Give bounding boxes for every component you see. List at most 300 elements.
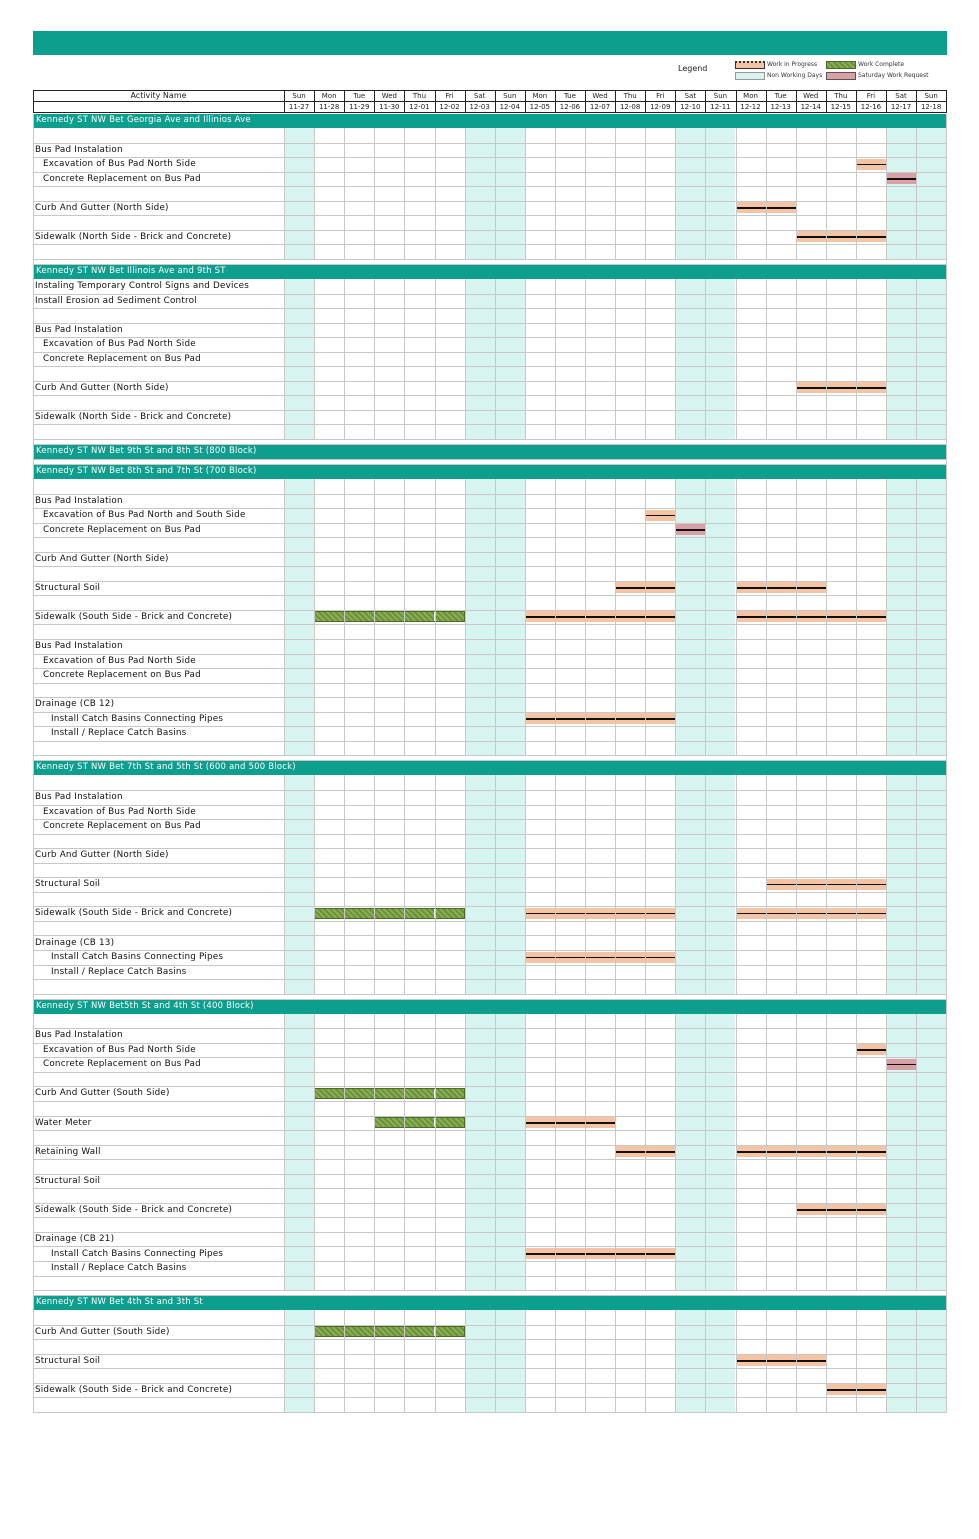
grid-col-line xyxy=(675,1014,676,1290)
day-of-week: Sat xyxy=(473,92,486,100)
grid-col-line xyxy=(435,1310,436,1412)
header-col-divider xyxy=(766,90,767,113)
grid-col-line xyxy=(826,279,827,439)
grid-col-line xyxy=(284,1310,285,1412)
activity-label: Structural Soil xyxy=(35,1355,101,1366)
activity-label: Bus Pad Instalation xyxy=(35,324,123,335)
gap-line xyxy=(33,259,947,260)
weekend-shade xyxy=(675,775,705,993)
legend-saturday-label: Saturday Work Request xyxy=(858,72,929,79)
section-title: Kennedy ST NW Bet5th St and 4th St (400 Block) xyxy=(36,1000,254,1011)
day-of-week: Tue xyxy=(353,92,366,100)
day-of-week: Wed xyxy=(381,92,397,100)
row-divider xyxy=(33,395,947,396)
header-col-divider xyxy=(796,90,797,113)
day-date: 12-09 xyxy=(650,103,671,111)
row-divider xyxy=(33,1101,947,1102)
row-divider xyxy=(33,1130,947,1131)
grid-col-line xyxy=(916,775,917,993)
grid-col-line xyxy=(585,1310,586,1412)
gap-line xyxy=(33,755,947,756)
grid-col-line xyxy=(495,1014,496,1290)
grid-col-line xyxy=(374,1014,375,1290)
section-header xyxy=(33,1000,947,1014)
weekend-shade xyxy=(916,479,946,755)
section-title: Kennedy ST NW Bet 7th St and 5th St (600 and 500 Block) xyxy=(36,762,296,773)
day-date: 12-12 xyxy=(740,103,761,111)
row-divider xyxy=(33,979,947,980)
header-col-divider xyxy=(495,90,496,113)
grid-col-line xyxy=(916,1014,917,1290)
grid-col-line xyxy=(645,479,646,755)
grid-col-line xyxy=(856,1310,857,1412)
grid-col-line xyxy=(555,1310,556,1412)
grid-col-line xyxy=(284,279,285,439)
header-col-divider xyxy=(736,90,737,113)
grid-col-line xyxy=(796,775,797,993)
day-of-week: Fri xyxy=(656,92,665,100)
grid-col-line xyxy=(856,279,857,439)
grid-col-line xyxy=(495,1310,496,1412)
grid-col-line xyxy=(284,479,285,755)
section-title: Kennedy ST NW Bet Illinois Ave and 9th ST xyxy=(36,265,226,276)
grid-col-line xyxy=(525,775,526,993)
row-divider xyxy=(33,848,947,849)
grid-col-line xyxy=(404,128,405,259)
activity-label: Excavation of Bus Pad North Side xyxy=(43,1044,196,1055)
grid-col-line xyxy=(525,279,526,439)
day-date: 11-27 xyxy=(288,103,310,111)
grid-col-line xyxy=(465,279,466,439)
day-of-week: Sun xyxy=(713,92,728,100)
grid-col-line xyxy=(675,775,676,993)
grid-col-line xyxy=(555,279,556,439)
weekend-shade xyxy=(916,279,946,439)
header-col-divider xyxy=(465,90,466,113)
row-divider xyxy=(33,639,947,640)
activity-label: Concrete Replacement on Bus Pad xyxy=(43,821,201,832)
grid-col-line xyxy=(675,128,676,259)
activity-label: Bus Pad Instalation xyxy=(35,641,123,652)
grid-col-line xyxy=(585,128,586,259)
gantt-bar-done xyxy=(314,611,465,622)
header-col-divider xyxy=(886,90,887,113)
day-of-week: Sun xyxy=(924,92,938,100)
grid-col-line xyxy=(705,479,706,755)
grid-col-line xyxy=(435,128,436,259)
grid-col-line xyxy=(675,279,676,439)
header-col-divider xyxy=(645,90,646,113)
row-divider xyxy=(33,863,947,864)
grid-col-line xyxy=(615,1310,616,1412)
grid-col-line xyxy=(736,128,737,259)
section-title: Kennedy ST NW Bet 9th St and 8th St (800 Block) xyxy=(36,446,257,456)
weekend-shade xyxy=(916,128,946,259)
weekend-shade xyxy=(465,279,495,439)
activity-label: Concrete Replacement on Bus Pad xyxy=(43,1059,201,1070)
grid-col-line xyxy=(525,479,526,755)
gap-line xyxy=(33,994,947,995)
gantt-bar-done xyxy=(314,1326,465,1337)
grid-col-line xyxy=(465,128,466,259)
activity-label: Install / Replace Catch Basins xyxy=(51,728,187,739)
grid-col-line xyxy=(314,128,315,259)
grid-col-line xyxy=(374,479,375,755)
grid-col-line xyxy=(404,1310,405,1412)
grid-col-line xyxy=(344,1014,345,1290)
grid-col-line xyxy=(766,128,767,259)
day-date: 12-14 xyxy=(800,103,821,111)
grid-col-line xyxy=(465,1310,466,1412)
day-of-week: Sun xyxy=(503,92,517,100)
gantt-bar-rest xyxy=(886,173,916,184)
activity-label: Drainage (CB 21) xyxy=(35,1233,115,1244)
grid-col-line xyxy=(766,1310,767,1412)
weekend-shade xyxy=(705,128,735,259)
activity-label: Curb And Gutter (South Side) xyxy=(35,1326,170,1337)
row-divider xyxy=(33,186,947,187)
gantt-bar-wip xyxy=(736,611,887,622)
activity-label: Install Catch Basins Connecting Pipes xyxy=(51,1248,224,1259)
row-divider xyxy=(33,1028,947,1029)
header-col-divider xyxy=(284,90,285,113)
activity-label: Sidewalk (South Side - Brick and Concrete) xyxy=(35,611,233,622)
grid-col-line xyxy=(495,775,496,993)
row-divider xyxy=(33,1217,947,1218)
grid-col-line xyxy=(766,1014,767,1290)
legend-wip-label: Work in Progress xyxy=(767,61,818,68)
legend-title: Legend xyxy=(678,64,708,73)
section-title: Kennedy ST NW Bet 4th St and 3th St xyxy=(36,1297,203,1308)
header-col-divider xyxy=(585,90,586,113)
row-divider xyxy=(33,1232,947,1233)
row-divider xyxy=(33,595,947,596)
grid-col-line xyxy=(404,775,405,993)
grid-col-line xyxy=(736,279,737,439)
row-divider xyxy=(33,244,947,245)
gantt-bar-wip xyxy=(856,1044,886,1055)
weekend-shade xyxy=(465,128,495,259)
row-divider xyxy=(33,683,947,684)
grid-col-line xyxy=(705,775,706,993)
grid-col-line xyxy=(736,479,737,755)
grid-col-line xyxy=(826,1310,827,1412)
row-divider xyxy=(33,537,947,538)
row-divider xyxy=(33,143,947,144)
grid-col-line xyxy=(555,128,556,259)
header-col-divider xyxy=(344,90,345,113)
day-of-week: Fri xyxy=(445,92,454,100)
weekend-shade xyxy=(465,775,495,993)
row-divider xyxy=(33,508,947,509)
grid-col-line xyxy=(916,279,917,439)
grid-col-line xyxy=(404,279,405,439)
gantt-bar-wip xyxy=(736,1146,887,1157)
row-divider xyxy=(33,1188,947,1189)
activity-label: Curb And Gutter (North Side) xyxy=(35,202,169,213)
activity-label: Sidewalk (South Side - Brick and Concrete) xyxy=(35,1384,233,1395)
grid-col-line xyxy=(675,479,676,755)
day-date: 12-18 xyxy=(920,103,942,111)
grid-left-edge xyxy=(33,114,34,1412)
activity-label: Curb And Gutter (North Side) xyxy=(35,850,169,861)
weekend-shade xyxy=(495,479,525,755)
row-divider xyxy=(33,892,947,893)
header-col-divider xyxy=(856,90,857,113)
grid-col-line xyxy=(465,1014,466,1290)
day-date: 12-11 xyxy=(710,103,731,111)
gantt-bar-wip xyxy=(525,952,676,963)
day-of-week: Tue xyxy=(774,92,787,100)
legend-complete-label: Work Complete xyxy=(858,61,905,68)
grid-col-line xyxy=(705,128,706,259)
day-date: 12-02 xyxy=(439,103,460,111)
header-col-divider xyxy=(916,90,917,113)
grid-col-line xyxy=(404,479,405,755)
weekend-shade xyxy=(675,479,705,755)
section-header xyxy=(33,265,947,279)
grid-col-line xyxy=(796,479,797,755)
row-divider xyxy=(33,410,947,411)
day-of-week: Mon xyxy=(532,92,548,100)
grid-col-line xyxy=(284,1014,285,1290)
grid-col-line xyxy=(284,775,285,993)
day-date: 11-30 xyxy=(379,103,400,111)
activity-label: Install Erosion ad Sediment Control xyxy=(35,295,197,306)
grid-col-line xyxy=(736,1310,737,1412)
activity-label: Install Catch Basins Connecting Pipes xyxy=(51,952,224,963)
weekend-shade xyxy=(705,1014,735,1290)
activity-label: Sidewalk (South Side - Brick and Concrete) xyxy=(35,908,233,919)
row-divider xyxy=(33,1086,947,1087)
grid-col-line xyxy=(826,775,827,993)
gantt-bar-done xyxy=(314,1088,465,1099)
activity-label: Install Catch Basins Connecting Pipes xyxy=(51,713,224,724)
activity-label: Bus Pad Instalation xyxy=(35,495,123,506)
weekend-shade xyxy=(495,279,525,439)
activity-label: Excavation of Bus Pad North Side xyxy=(43,655,196,666)
day-of-week: Thu xyxy=(834,92,848,100)
row-divider xyxy=(33,1368,947,1369)
grid-col-line xyxy=(916,479,917,755)
row-divider xyxy=(33,1397,947,1398)
weekend-shade xyxy=(705,279,735,439)
grid-col-line xyxy=(796,128,797,259)
grid-col-line xyxy=(736,775,737,993)
day-of-week: Thu xyxy=(623,92,637,100)
row-divider xyxy=(33,790,947,791)
activity-label: Sidewalk (South Side - Brick and Concrete) xyxy=(35,1204,233,1215)
grid-col-line xyxy=(585,775,586,993)
grid-col-line xyxy=(675,1310,676,1412)
grid-col-line xyxy=(766,775,767,993)
weekend-shade xyxy=(916,775,946,993)
row-divider xyxy=(33,726,947,727)
grid-col-line xyxy=(314,279,315,439)
grid-col-line xyxy=(705,1310,706,1412)
header-col-divider xyxy=(374,90,375,113)
grid-col-line xyxy=(344,279,345,439)
row-divider xyxy=(33,566,947,567)
row-divider xyxy=(33,1246,947,1247)
header-col-divider xyxy=(615,90,616,113)
grid-col-line xyxy=(886,1014,887,1290)
activity-label: Curb And Gutter (North Side) xyxy=(35,382,169,393)
gantt-bar-wip xyxy=(525,908,676,919)
row-divider xyxy=(33,494,947,495)
grid-col-line xyxy=(495,479,496,755)
header-col-divider xyxy=(826,90,827,113)
day-of-week: Mon xyxy=(321,92,337,100)
gantt-bar-wip xyxy=(525,1248,676,1259)
activity-label: Concrete Replacement on Bus Pad xyxy=(43,173,201,184)
activity-label: Concrete Replacement on Bus Pad xyxy=(43,524,201,535)
grid-col-line xyxy=(525,1014,526,1290)
grid-col-line xyxy=(826,479,827,755)
day-of-week: Wed xyxy=(803,92,819,100)
grid-col-line xyxy=(374,1310,375,1412)
weekend-shade xyxy=(675,279,705,439)
row-divider xyxy=(33,552,947,553)
activity-label: Excavation of Bus Pad North Side xyxy=(43,159,196,170)
grid-col-line xyxy=(344,128,345,259)
header-col-divider xyxy=(555,90,556,113)
grid-col-line xyxy=(886,1310,887,1412)
weekend-shade xyxy=(886,775,916,993)
row-divider xyxy=(33,1276,947,1277)
day-date: 12-16 xyxy=(860,103,882,111)
weekend-shade xyxy=(886,128,916,259)
activity-label: Bus Pad Instalation xyxy=(35,792,123,802)
grid-col-line xyxy=(856,479,857,755)
row-divider xyxy=(33,1325,947,1326)
row-divider xyxy=(33,906,947,907)
grid-col-line xyxy=(615,775,616,993)
header-col-divider xyxy=(314,90,315,113)
grid-col-line xyxy=(645,1014,646,1290)
grid-col-line xyxy=(555,775,556,993)
gap-line xyxy=(33,439,947,440)
section-title: Kennedy ST NW Bet Georgia Ave and Illinios Ave xyxy=(36,115,251,125)
grid-col-line xyxy=(525,128,526,259)
row-divider xyxy=(33,308,947,309)
legend-nonworking-label: Non Working Days xyxy=(767,72,823,79)
grid-col-line xyxy=(435,1014,436,1290)
row-divider xyxy=(33,697,947,698)
section-header xyxy=(33,445,947,459)
row-divider xyxy=(33,1116,947,1117)
day-of-week: Sat xyxy=(684,92,697,100)
activity-label: Structural Soil xyxy=(35,1175,101,1186)
section-header xyxy=(33,1296,947,1310)
section-header xyxy=(33,114,947,128)
activity-label: Bus Pad Instalation xyxy=(35,144,123,155)
header-col-divider xyxy=(525,90,526,113)
grid-col-line xyxy=(374,279,375,439)
row-divider xyxy=(33,819,947,820)
header-col-divider xyxy=(404,90,405,113)
row-divider xyxy=(33,834,947,835)
grid-col-line xyxy=(886,775,887,993)
weekend-shade xyxy=(886,479,916,755)
header-col-divider xyxy=(435,90,436,113)
grid-col-line xyxy=(615,279,616,439)
grid-col-line xyxy=(916,128,917,259)
gantt-bar-wip xyxy=(736,908,887,919)
header-col-divider xyxy=(705,90,706,113)
activity-label: Structural Soil xyxy=(35,879,101,890)
activity-label: Instaling Temporary Control Signs and Devices xyxy=(35,280,250,291)
grid-col-line xyxy=(615,1014,616,1290)
gantt-bar-wip xyxy=(796,231,886,242)
day-date: 12-15 xyxy=(830,103,852,111)
grid-col-line xyxy=(344,775,345,993)
grid-col-line xyxy=(585,279,586,439)
row-divider xyxy=(33,323,947,324)
row-divider xyxy=(33,1174,947,1175)
grid-col-line xyxy=(374,128,375,259)
day-date: 12-05 xyxy=(529,103,551,111)
weekend-shade xyxy=(284,775,314,993)
gantt-bar-wip xyxy=(796,1204,886,1215)
row-divider xyxy=(33,201,947,202)
activity-label: Drainage (CB 12) xyxy=(35,699,115,710)
grid-col-line xyxy=(435,479,436,755)
grid-col-line xyxy=(615,128,616,259)
day-date: 12-03 xyxy=(469,103,490,111)
day-of-week: Fri xyxy=(866,92,876,100)
grid-col-line xyxy=(796,1310,797,1412)
day-of-week: Wed xyxy=(592,92,608,100)
grid-col-line xyxy=(374,775,375,993)
row-divider xyxy=(33,741,947,742)
row-divider xyxy=(33,1412,947,1413)
day-date: 11-28 xyxy=(318,103,340,111)
grid-col-line xyxy=(314,1310,315,1412)
grid-col-line xyxy=(404,1014,405,1290)
day-date: 12-17 xyxy=(890,103,912,111)
grid-col-line xyxy=(826,1014,827,1290)
weekend-shade xyxy=(284,1014,314,1290)
row-divider xyxy=(33,337,947,338)
gap-line xyxy=(33,1290,947,1291)
weekend-shade xyxy=(465,479,495,755)
grid-col-line xyxy=(555,1014,556,1290)
day-date: 12-08 xyxy=(619,103,641,111)
activity-label: Drainage (CB 13) xyxy=(35,937,115,948)
grid-col-line xyxy=(856,128,857,259)
header-col-divider xyxy=(675,90,676,113)
row-divider xyxy=(33,1159,947,1160)
activity-name-header: Activity Name xyxy=(130,91,187,100)
grid-col-line xyxy=(826,128,827,259)
gantt-bar-done xyxy=(314,908,465,919)
gantt-bar-wip xyxy=(856,159,886,170)
grid-col-line xyxy=(645,279,646,439)
grid-col-line xyxy=(344,479,345,755)
row-divider xyxy=(33,950,947,951)
day-date: 12-01 xyxy=(409,103,430,111)
weekend-shade xyxy=(284,128,314,259)
activity-label: Concrete Replacement on Bus Pad xyxy=(43,353,201,364)
day-date: 12-06 xyxy=(559,103,581,111)
weekend-shade xyxy=(705,479,735,755)
grid-col-line xyxy=(585,1014,586,1290)
row-divider xyxy=(33,157,947,158)
day-of-week: Tue xyxy=(563,92,576,100)
section-header xyxy=(33,465,947,479)
row-divider xyxy=(33,215,947,216)
